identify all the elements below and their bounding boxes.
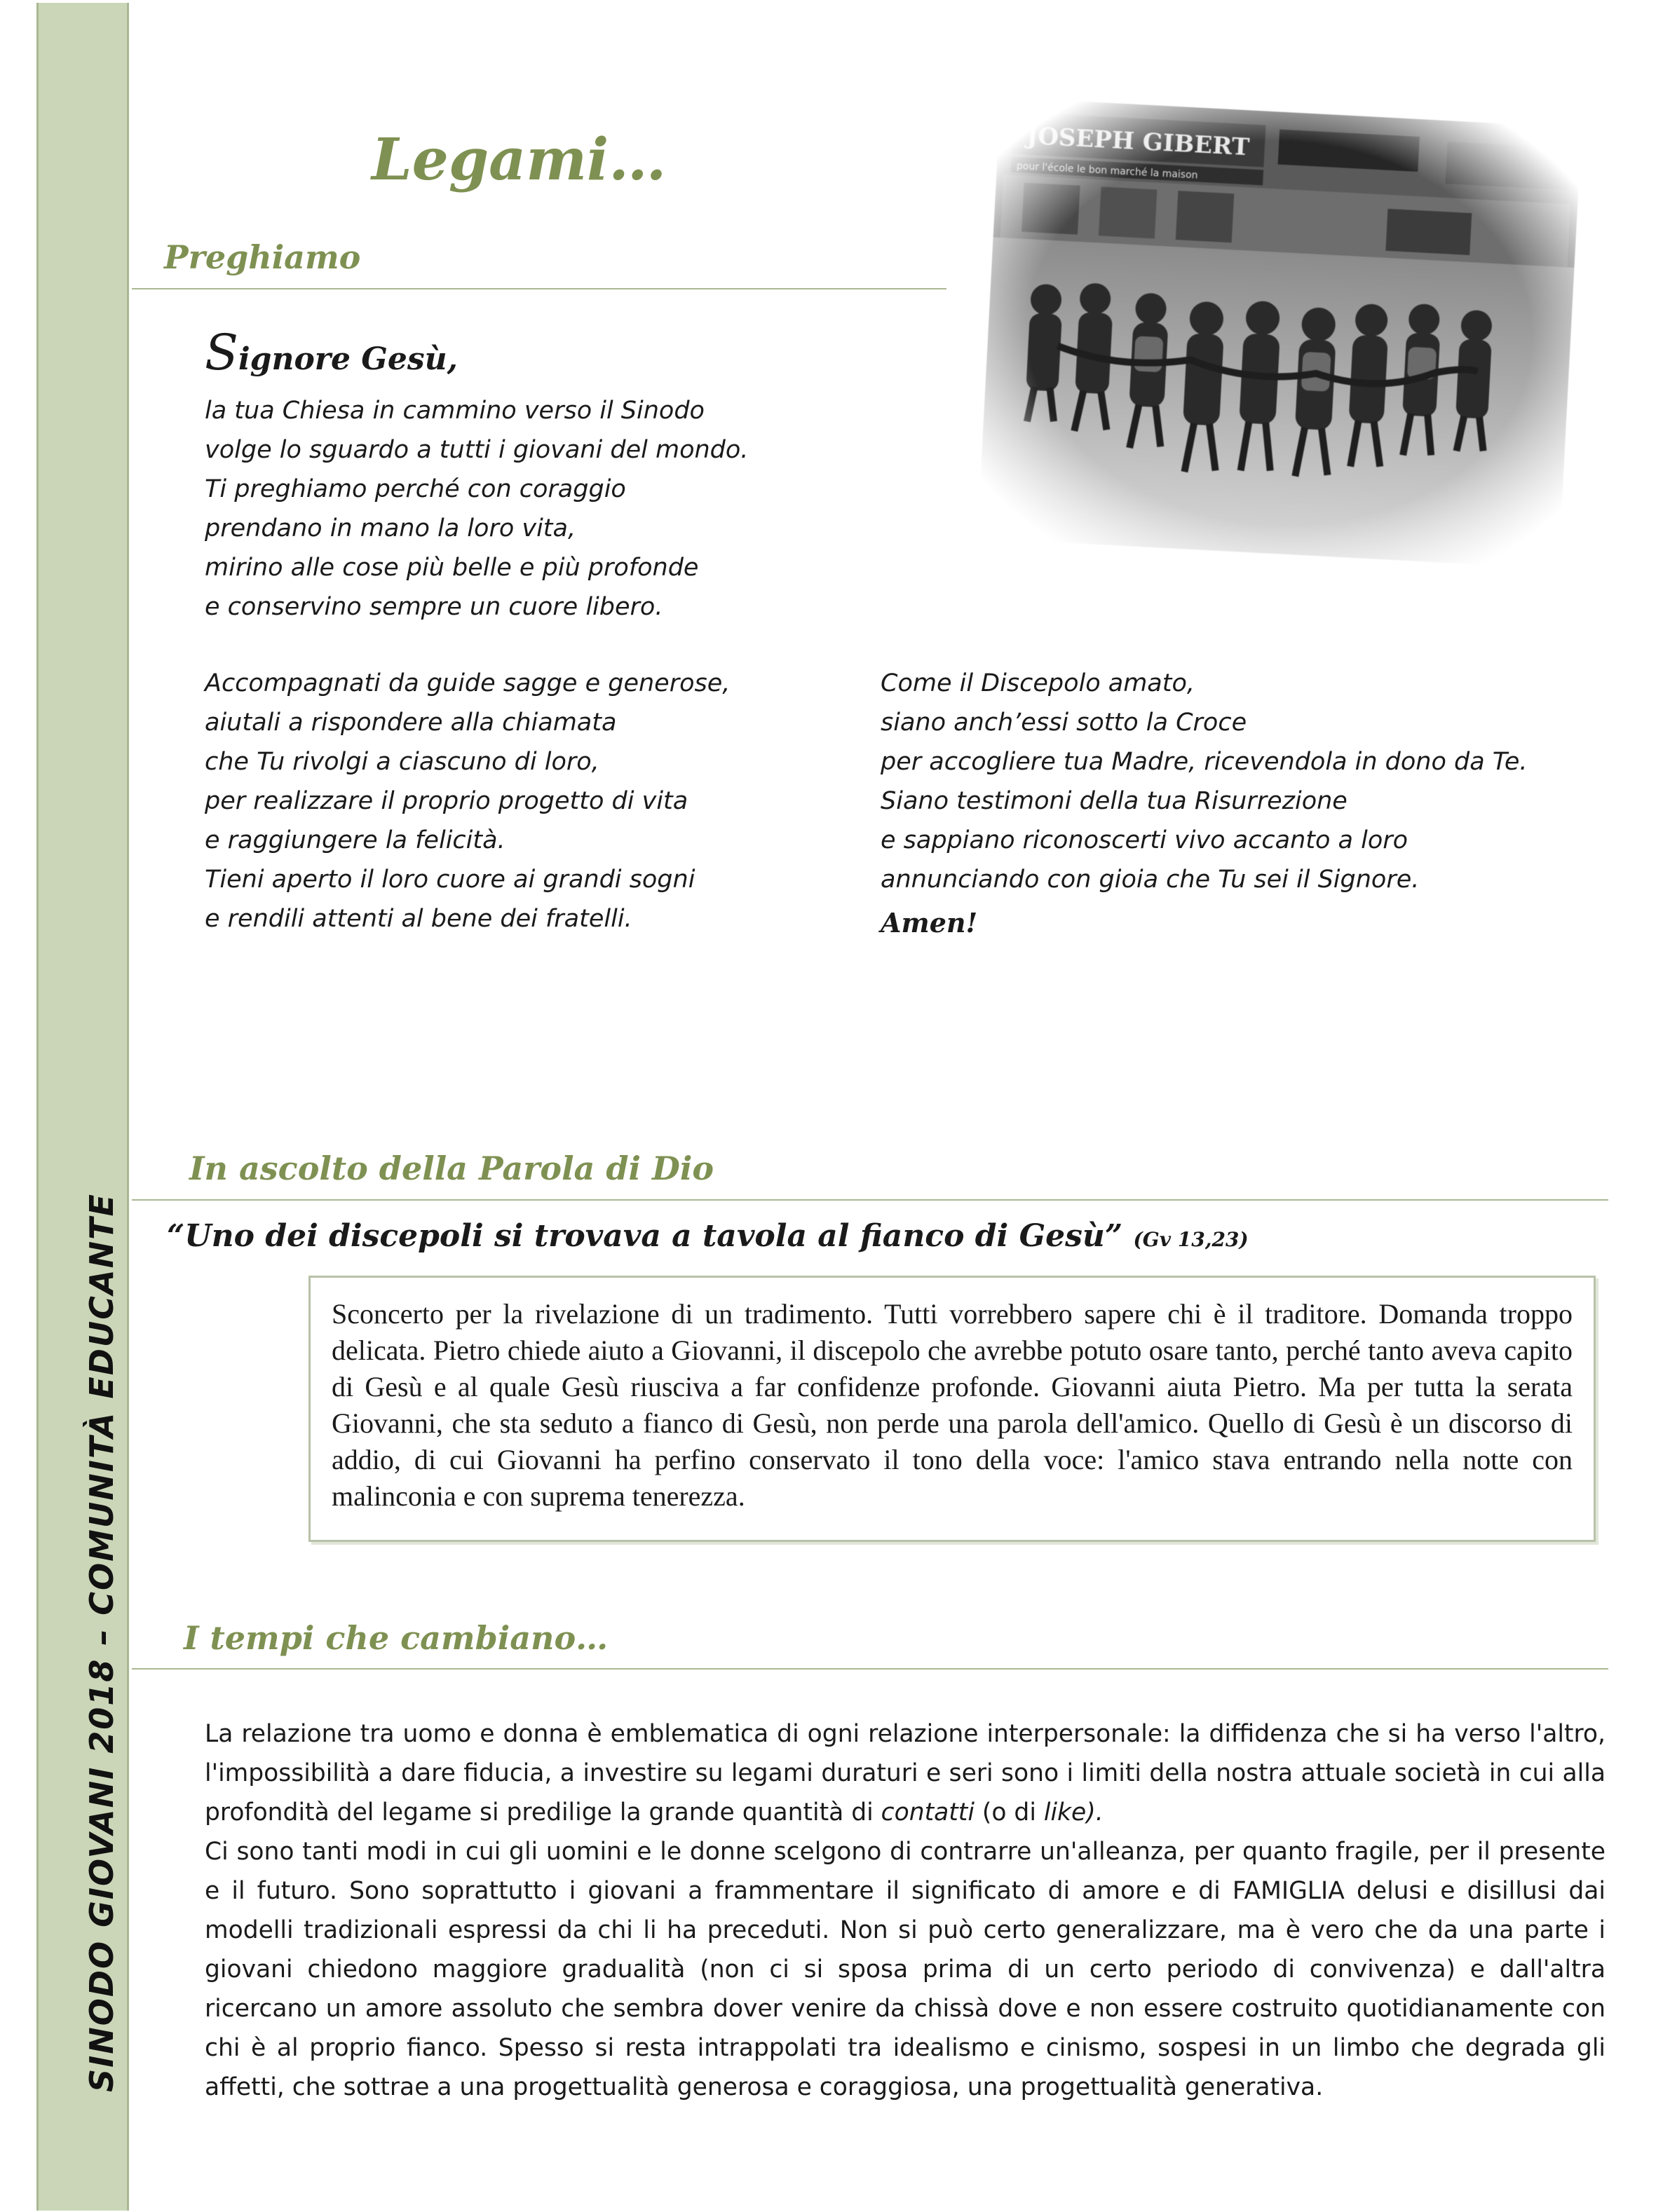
- prayer-line: volge lo sguardo a tutti i giovani del mondo.: [205, 436, 749, 464]
- emphasis-like: like).: [1043, 1798, 1104, 1827]
- prayer-line: e conservino sempre un cuore libero.: [205, 593, 663, 621]
- prayer-heading: Preghiamo: [164, 238, 361, 276]
- quote-reference: (Gv 13,23): [1133, 1228, 1249, 1251]
- prayer-line: Siano testimoni della tua Risurrezione: [881, 787, 1348, 815]
- prayer-line: Accompagnati da guide sagge e generose,: [205, 669, 731, 697]
- times-paragraph-2: Ci sono tanti modi in cui gli uomini e le donne scelgono di contrarre un'alleanza, per quanto fragile, per il presente e il futuro. Sono soprattutto i giovani a frammentare il significato di amore e di FAMIGLIA delusi e disillusi dai modelli tradizionali espressi da chi li ha preceduti. Non si può certo generalizzare, ma è vero che da una parte i giovani chiedono maggiore gradualità (non ci si sposa prima di un certo periodo di convivenza) e dall'altra ricercano un amore assoluto che sembra dover venire da chissà dove e non essere costruito quotidianamente con chi è al proprio fianco. Spesso si resta intrappolati tra idealismo e cinismo, sospesi in un limbo che degrada gli affetti, che sottrae a una progettualità generosa e coraggiosa, una progettualità generativa.: [205, 1838, 1606, 2101]
- prayer-line: aiutali a rispondere alla chiamata: [205, 709, 617, 737]
- times-body: [205, 1714, 1606, 2107]
- prayer-salutation: [205, 324, 458, 381]
- paragraph-text: (o di: [974, 1798, 1044, 1827]
- prayer-line: Tieni aperto il loro cuore ai grandi sogni: [205, 866, 695, 894]
- prayer-line: mirino alle cose più belle e più profonde: [205, 554, 699, 582]
- prayer-line: Ti preghiamo perché con coraggio: [205, 475, 626, 503]
- times-divider: [132, 1668, 1608, 1670]
- prayer-stanza-3: [881, 664, 1528, 943]
- prayer-line: siano anch’essi sotto la Croce: [881, 709, 1247, 737]
- prayer-stanza-2: [205, 664, 730, 938]
- prayer-line: e sappiano riconoscerti vivo accanto a loro: [881, 826, 1409, 854]
- prayer-divider: [132, 288, 946, 289]
- prayer-amen: Amen!: [881, 907, 978, 938]
- prayer-line: e raggiungere la felicità.: [205, 826, 505, 854]
- paragraph-text: La relazione tra uomo e donna è emblematica di ogni relazione interpersonale: la diffidenza che si ha verso l'altro, l'impossibilità a dare fiducia, a investire su legami duraturi e seri sono i limiti della nostra attuale società in cui alla profondità del legame si predilige la grande quantità di: [205, 1720, 1606, 1827]
- emphasis-contatti: contatti: [881, 1798, 975, 1827]
- gospel-quote: [167, 1218, 1249, 1254]
- sidebar-label: SINODO GIOVANI 2018 – COMUNITÀ EDUCANTE: [83, 1193, 121, 2092]
- prayer-line: annunciando con gioia che Tu sei il Signore.: [881, 866, 1420, 894]
- prayer-line: per realizzare il proprio progetto di vita: [205, 787, 688, 815]
- times-paragraph-1: [205, 1714, 1606, 1832]
- prayer-line: e rendili attenti al bene dei fratelli.: [205, 905, 632, 933]
- prayer-stanza-1: [205, 391, 748, 627]
- prayer-line: la tua Chiesa in cammino verso il Sinodo: [205, 397, 705, 425]
- page-title: Legami…: [372, 126, 667, 193]
- prayer-line: prendano in mano la loro vita,: [205, 514, 576, 542]
- reflection-box: [308, 1276, 1596, 1542]
- salutation-initial: S: [205, 324, 238, 381]
- listening-divider: [132, 1199, 1608, 1201]
- salutation-rest: ignore Gesù,: [238, 341, 458, 377]
- prayer-line: per accogliere tua Madre, ricevendola in dono da Te.: [881, 748, 1528, 776]
- prayer-line: Come il Discepolo amato,: [881, 669, 1195, 697]
- prayer-line: che Tu rivolgi a ciascuno di loro,: [205, 748, 599, 776]
- reflection-text: Sconcerto per la rivelazione di un tradimento. Tutti vorrebbero sapere chi è il traditore. Domanda troppo delicata. Pietro chiede aiuto a Giovanni, il discepolo che avrebbe potuto osare tanto, perché tanto aveva capito di Gesù e al quale Gesù riusciva a far confidenze profonde. Giovanni aiuta Pietro. Ma per tutta la serata Giovanni, che sta seduto a fianco di Gesù, non perde una parola dell'amico. Quello di Gesù è un discorso di addio, di cui Giovanni ha perfino conservato il tono della voce: l'amico stava entrando nella notte con malinconia e con suprema tenerezza.: [332, 1298, 1573, 1512]
- quote-text: “Uno dei discepoli si trovava a tavola al fianco di Gesù”: [167, 1218, 1123, 1254]
- children-dancing-photo: [977, 97, 1582, 569]
- listening-heading: In ascolto della Parola di Dio: [189, 1149, 714, 1187]
- times-heading: I tempi che cambiano…: [184, 1619, 609, 1657]
